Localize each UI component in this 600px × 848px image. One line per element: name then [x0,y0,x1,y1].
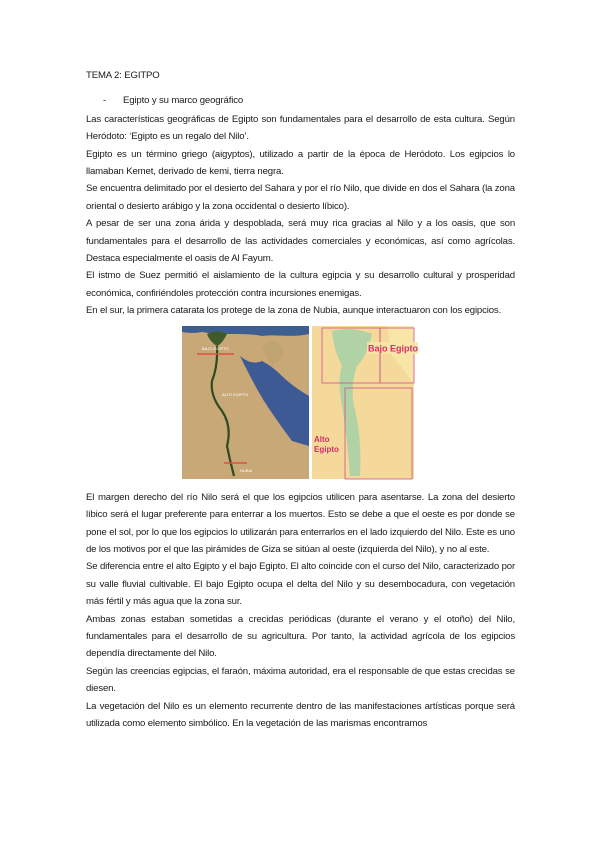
map-label-alto: Alto [314,434,330,444]
map-label-bajo-egipto-red: Bajo Egipto [368,343,418,354]
paragraph: Las características geográficas de Egipto son fundamentales para el desarrollo de esta cultura. Según Heródoto: ‘Egipto es un regalo del Nilo’. [86,113,515,143]
paragraph: Según las creencias egipcias, el faraón, máxima autoridad, era el responsable de que estas crecidas se diesen. [86,665,515,695]
map-label-egipto: Egipto [314,444,339,454]
subheading-text: Egipto y su marco geográfico [123,95,244,107]
map-label-alto-egipto: ALTO EGIPTO [222,391,249,397]
section-subheading [86,92,515,109]
paragraph: Se encuentra delimitado por el desierto del Sahara y por el río Nilo, que divide en dos el Sahara (la zona oriental o desierto arábigo y la zona occidental o desierto líbico). [86,183,515,212]
document-body [86,67,515,732]
map-label-bajo-egipto: BAJO EGIPTO [202,345,229,351]
document-title: TEMA 2: EGITPO [86,70,160,81]
paragraph: El istmo de Suez permitió el aislamiento de la cultura egipcia y su desarrollo cultural y prosperidad económica, confiriéndoles protección contra incursiones enemigas. [86,270,515,299]
paragraph: En el sur, la primera catarata los protege de la zona de Nubia, aunque interactuaron con los egipcios. [86,305,502,317]
map-label-nubia: NUBIA [240,467,253,473]
map-figure [182,326,515,479]
paragraph: El margen derecho del río Nilo será el que los egipcios utilicen para asentarse. La zona del desierto líbico será el lugar preferente para enterrar a los muertos. Esto se debe a que el oeste es por donde se pone el sol, por lo que los egipcios lo utilizarán para enterrarlos en el lado izquierdo del Nilo. Este es uno de los motivos por el que las pirámides de Giza se sitúan al oeste (izquierda del Nilo), y no al este. [86,491,515,555]
illustrated-map-egypt [312,326,418,479]
paragraph: Se diferencia entre el alto Egipto y el bajo Egipto. El alto coincide con el curso del Nilo, caracterizado por su valle fluvial cultivable. El bajo Egipto ocupa el delta del Nilo y su desembocadura, con vegetación más fértil y más agua que la zona sur. [86,561,515,608]
satellite-map-egypt [182,326,309,479]
paragraph: A pesar de ser una zona árida y despoblada, será muy rica gracias al Nilo y a los oasis, que son fundamentales para el desarrollo de las actividades comerciales y económicas, así como agrícolas. Destaca especialmente el oasis de Al Fayum. [86,218,515,265]
paragraph: La vegetación del Nilo es un elemento recurrente dentro de las manifestaciones artísticas porque será utilizada como elemento simbólico. En la vegetación de las marismas encontramos [86,700,515,729]
paragraph: Egipto es un término griego (aigyptos), utilizado a partir de la época de Heródoto. Los egipcios lo llamaban Kemet, derivado de kemi, tierra negra. [86,148,515,178]
bullet-dash: - [103,95,107,107]
paragraph: Ambas zonas estaban sometidas a crecidas periódicas (durante el verano y el otoño) del Nilo, fundamentales para el desarrollo de su agricultura. Por tanto, la actividad agrícola de los egipcios dependía directamente del Nilo. [86,613,515,660]
